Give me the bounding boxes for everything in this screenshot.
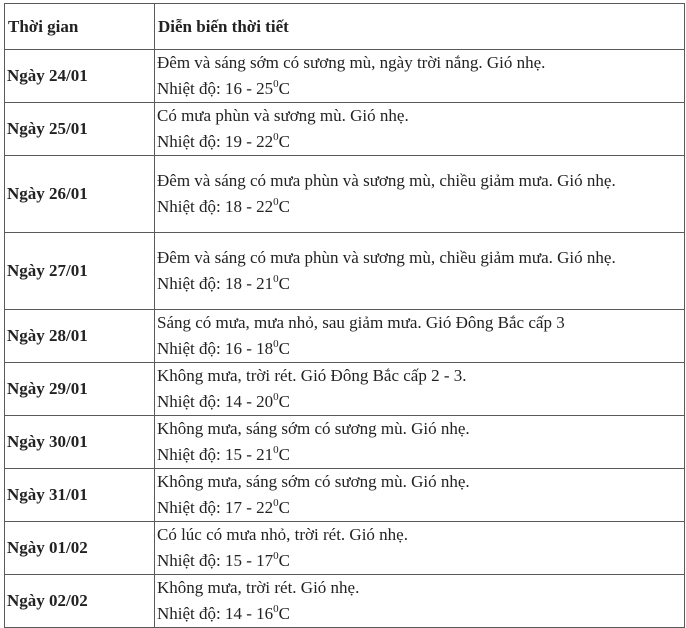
row-weather-cell — [155, 233, 685, 310]
table-row — [5, 416, 685, 469]
temperature-unit: C — [278, 392, 291, 411]
temperature-line — [157, 389, 684, 415]
temperature-unit: C — [278, 79, 291, 98]
weather-description: Không mưa, sáng sớm có sương mù. Gió nhẹ. — [157, 472, 470, 491]
weather-description: Đêm và sáng có mưa phùn và sương mù, chiều giảm mưa. Gió nhẹ. — [157, 248, 616, 267]
header-weather: Diễn biến thời tiết — [155, 4, 685, 50]
row-weather-cell — [155, 103, 685, 156]
temperature-label: Nhiệt độ: — [157, 79, 221, 98]
temperature-unit: C — [278, 498, 291, 517]
table-row — [5, 469, 685, 522]
weather-description: Có lúc có mưa nhỏ, trời rét. Gió nhẹ. — [157, 525, 408, 544]
temperature-range: 15 - 17 — [225, 551, 274, 570]
temperature-line — [157, 548, 684, 574]
degree-superscript: 0 — [273, 391, 279, 403]
row-weather-cell — [155, 416, 685, 469]
weather-description: Đêm và sáng sớm có sương mù, ngày trời nắng. Gió nhẹ. — [157, 53, 546, 72]
row-weather-cell — [155, 363, 685, 416]
table-body — [5, 50, 685, 628]
row-date: Ngày 31/01 — [5, 469, 155, 522]
table-row — [5, 522, 685, 575]
temperature-unit: C — [278, 274, 291, 293]
degree-superscript: 0 — [273, 603, 279, 615]
temperature-range: 16 - 25 — [225, 79, 274, 98]
temperature-range: 15 - 21 — [225, 445, 274, 464]
temperature-label: Nhiệt độ: — [157, 392, 221, 411]
temperature-line — [157, 495, 684, 521]
temperature-unit: C — [278, 197, 291, 216]
degree-superscript: 0 — [273, 273, 279, 285]
weather-description: Không mưa, trời rét. Gió nhẹ. — [157, 578, 360, 597]
row-weather-cell — [155, 469, 685, 522]
temperature-range: 17 - 22 — [225, 498, 274, 517]
temperature-label: Nhiệt độ: — [157, 604, 221, 623]
table-row — [5, 310, 685, 363]
temperature-line — [157, 601, 684, 627]
temperature-line — [157, 442, 684, 468]
row-date: Ngày 30/01 — [5, 416, 155, 469]
table-row — [5, 575, 685, 628]
row-date: Ngày 24/01 — [5, 50, 155, 103]
row-date: Ngày 29/01 — [5, 363, 155, 416]
temperature-range: 16 - 18 — [225, 339, 274, 358]
row-date: Ngày 02/02 — [5, 575, 155, 628]
table-row — [5, 50, 685, 103]
temperature-line — [157, 129, 684, 155]
table-row — [5, 233, 685, 310]
row-date: Ngày 26/01 — [5, 156, 155, 233]
weather-description: Không mưa, trời rét. Gió Đông Bắc cấp 2 - 3. — [157, 366, 467, 385]
table-row — [5, 363, 685, 416]
degree-superscript: 0 — [273, 444, 279, 456]
degree-superscript: 0 — [273, 338, 279, 350]
temperature-range: 14 - 16 — [225, 604, 274, 623]
temperature-unit: C — [278, 339, 291, 358]
weather-description: Không mưa, sáng sớm có sương mù. Gió nhẹ. — [157, 419, 470, 438]
degree-superscript: 0 — [273, 196, 279, 208]
table-row — [5, 156, 685, 233]
temperature-label: Nhiệt độ: — [157, 197, 221, 216]
temperature-label: Nhiệt độ: — [157, 551, 221, 570]
weather-description: Có mưa phùn và sương mù. Gió nhẹ. — [157, 106, 409, 125]
temperature-unit: C — [278, 132, 291, 151]
temperature-line — [157, 194, 684, 220]
temperature-range: 14 - 20 — [225, 392, 274, 411]
degree-superscript: 0 — [273, 497, 279, 509]
temperature-label: Nhiệt độ: — [157, 132, 221, 151]
row-weather-cell — [155, 310, 685, 363]
degree-superscript: 0 — [273, 131, 279, 143]
row-date: Ngày 01/02 — [5, 522, 155, 575]
temperature-line — [157, 336, 684, 362]
temperature-range: 19 - 22 — [225, 132, 274, 151]
row-weather-cell — [155, 156, 685, 233]
row-weather-cell — [155, 50, 685, 103]
row-weather-cell — [155, 575, 685, 628]
row-weather-cell — [155, 522, 685, 575]
row-date: Ngày 28/01 — [5, 310, 155, 363]
row-date: Ngày 27/01 — [5, 233, 155, 310]
temperature-unit: C — [278, 445, 291, 464]
degree-superscript: 0 — [273, 78, 279, 90]
temperature-line — [157, 271, 684, 297]
table-row — [5, 103, 685, 156]
row-date: Ngày 25/01 — [5, 103, 155, 156]
temperature-unit: C — [278, 551, 291, 570]
header-time: Thời gian — [5, 4, 155, 50]
table-header-row — [5, 4, 685, 50]
weather-description: Đêm và sáng có mưa phùn và sương mù, chiều giảm mưa. Gió nhẹ. — [157, 171, 616, 190]
temperature-label: Nhiệt độ: — [157, 274, 221, 293]
weather-forecast-table — [4, 3, 685, 628]
temperature-range: 18 - 21 — [225, 274, 274, 293]
temperature-label: Nhiệt độ: — [157, 339, 221, 358]
temperature-line — [157, 76, 684, 102]
degree-superscript: 0 — [273, 550, 279, 562]
temperature-unit: C — [278, 604, 291, 623]
weather-description: Sáng có mưa, mưa nhỏ, sau giảm mưa. Gió Đông Bắc cấp 3 — [157, 313, 565, 332]
temperature-label: Nhiệt độ: — [157, 445, 221, 464]
temperature-label: Nhiệt độ: — [157, 498, 221, 517]
temperature-range: 18 - 22 — [225, 197, 274, 216]
